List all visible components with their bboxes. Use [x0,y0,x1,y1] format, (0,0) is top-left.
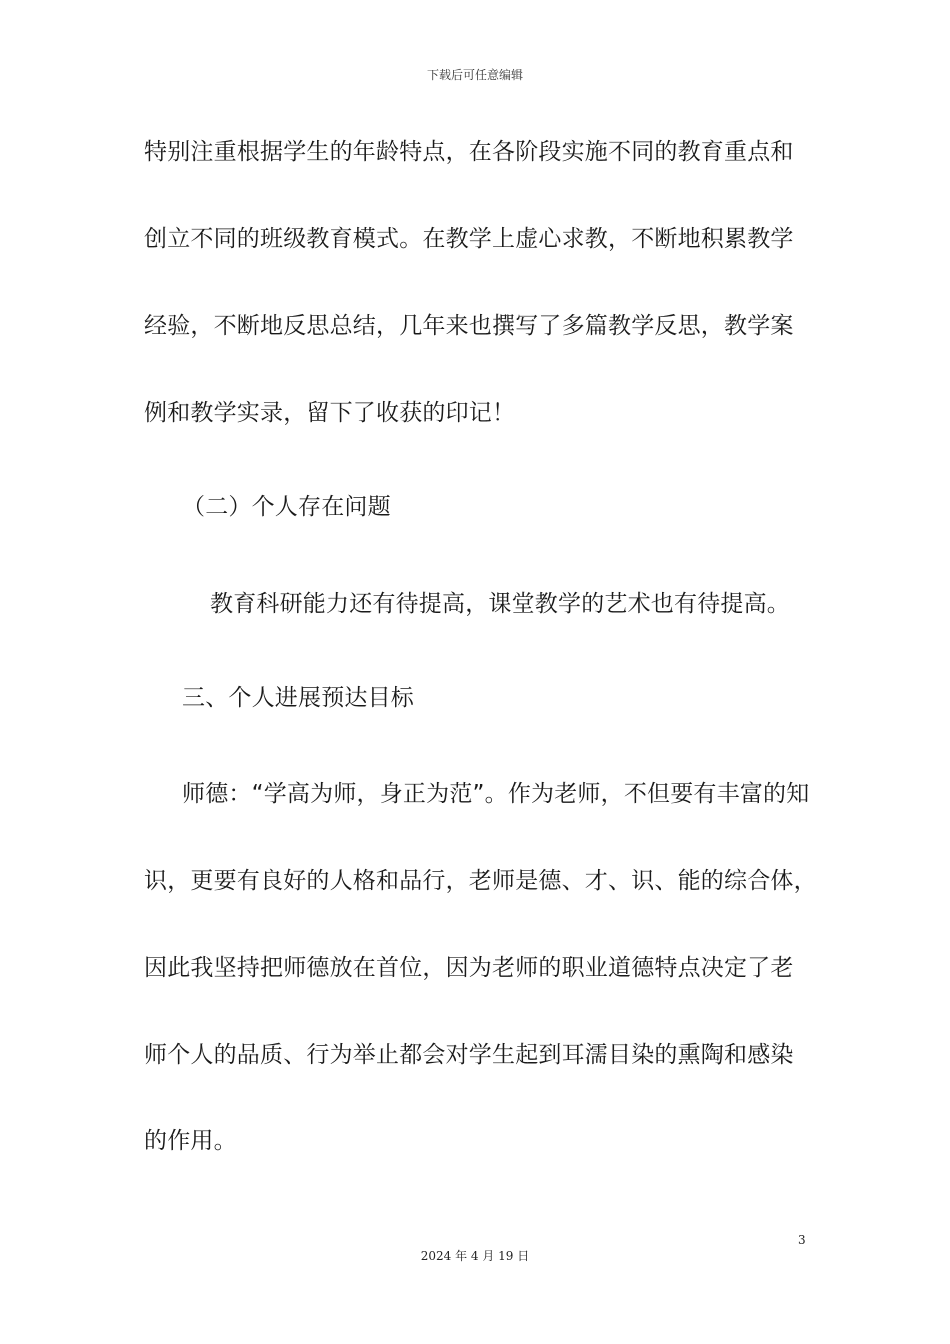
footer-date: 2024 年 4 月 19 日 [420,1249,530,1263]
body-line-ethics-2: 识，更要有良好的人格和品行，老师是德、才、识、能的综合体， [144,868,817,894]
page-header: 下载后可任意编辑 [426,68,523,82]
body-line-3: 经验，不断地反思总结，几年来也撰写了多篇教学反思，教学案 [144,313,794,339]
section-heading-development-goals: 三、个人进展预达目标 [182,685,414,711]
body-line-4: 例和教学实录，留下了收获的印记！ [144,400,516,426]
body-line-ethics-1: 师德：“学高为师，身正为范”。作为老师，不但要有丰富的知 [182,781,810,807]
section-heading-personal-problems: （二）个人存在问题 [182,494,391,520]
body-line-ethics-5: 的作用。 [144,1128,237,1154]
body-line-2: 创立不同的班级教育模式。在教学上虚心求教，不断地积累教学 [144,226,794,252]
body-line-ethics-4: 师个人的品质、行为举止都会对学生起到耳濡目染的熏陶和感染 [144,1042,794,1068]
body-line-ethics-3: 因此我坚持把师德放在首位，因为老师的职业道德特点决定了老 [144,955,794,981]
page-number: 3 [798,1233,806,1247]
body-line-problems: 教育科研能力还有待提高，课堂教学的艺术也有待提高。 [210,591,790,617]
body-line-1: 特别注重根据学生的年龄特点，在各阶段实施不同的教育重点和 [144,139,794,165]
